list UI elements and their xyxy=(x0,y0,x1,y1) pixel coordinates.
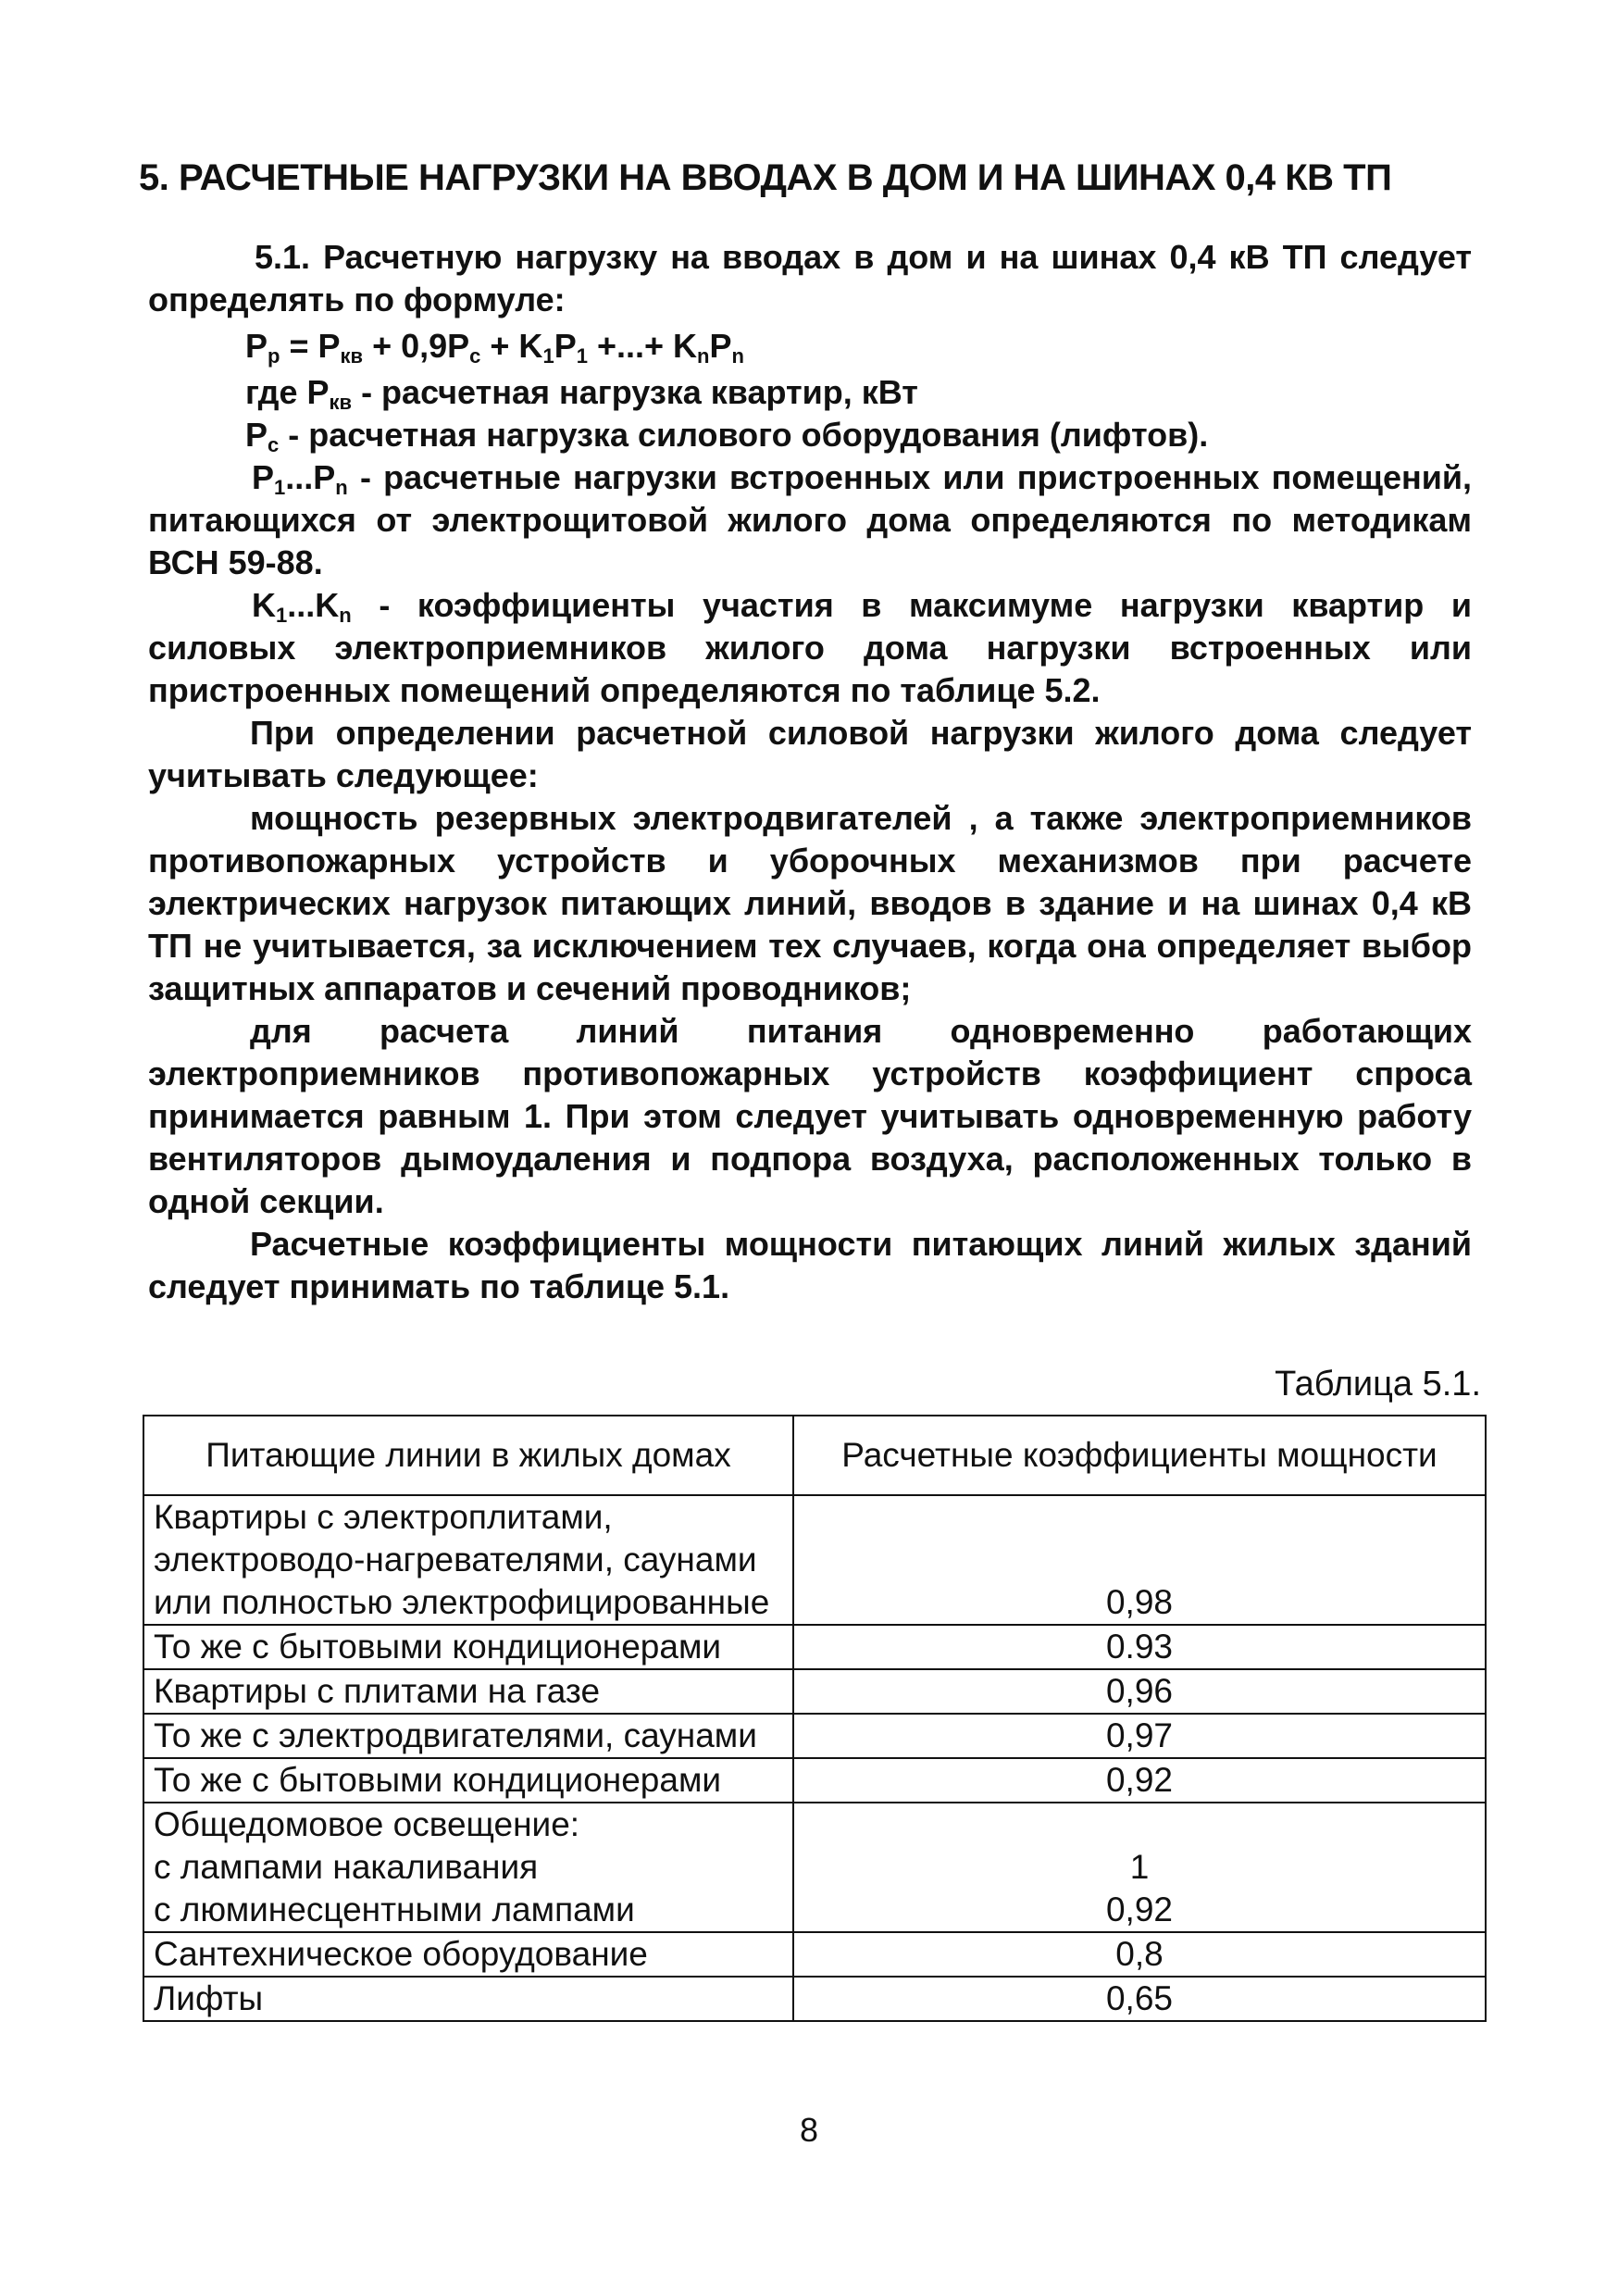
table-cell-name: То же с электродвигателями, саунами xyxy=(143,1714,793,1758)
body-text xyxy=(148,236,1472,1308)
table-cell-name: Квартиры с электроплитами, электроводо-нагревателями, саунами или полностью электрофицированные xyxy=(143,1495,793,1625)
table-row xyxy=(143,1669,1486,1714)
definition-p1-pn: $P_1...P_n$ - расчетные нагрузки встроенных или пристроенных помещений, питающихся от электрощитовой жилого дома определяются по методикам ВСН 59-88. xyxy=(148,458,1472,581)
table-cell-value: 1 0,92 xyxy=(793,1803,1486,1932)
table-cell-value: 0,65 xyxy=(793,1977,1486,2021)
table-cell-name: То же с бытовыми кондиционерами xyxy=(143,1758,793,1803)
definition-pc: $P_c$ - расчетная нагрузка силового оборудования (лифтов). xyxy=(245,416,1209,456)
table-cell-name: То же с бытовыми кондиционерами xyxy=(143,1625,793,1669)
definition-pkv: где $P_{кв}$ - расчетная нагрузка квартир, кВт xyxy=(245,373,918,414)
table-row xyxy=(143,1803,1486,1932)
formula: $P_p = P_{кв} + 0,9P_c + K_1P_1$ +...+ $K_nP_n$ xyxy=(245,327,744,368)
table-cell-value: 0.93 xyxy=(793,1625,1486,1669)
table-cell-name: Сантехническое оборудование xyxy=(143,1932,793,1977)
table-header-cell: Расчетные коэффициенты мощности xyxy=(793,1416,1486,1495)
table-cell-name: Лифты xyxy=(143,1977,793,2021)
table-cell-value: 0,92 xyxy=(793,1758,1486,1803)
coefficients-table xyxy=(143,1415,1487,2022)
table-cell-value: 0,96 xyxy=(793,1669,1486,1714)
table-cell-value: 0,8 xyxy=(793,1932,1486,1977)
paragraph-fire: для расчета линий питания одновременно работающих электроприемников противопожарных устройств коэффициент спроса принимается равным 1. При этом следует учитывать одновременную работу вентиляторов дымоудаления и подпора воздуха, расположенных только в одной секции. xyxy=(148,1012,1472,1220)
table-cell-name: Квартиры с плитами на газе xyxy=(143,1669,793,1714)
page-number: 8 xyxy=(799,2111,819,2149)
section-heading: 5. РАСЧЕТНЫЕ НАГРУЗКИ НА ВВОДАХ В ДОМ И НА ШИНАХ 0,4 КВ ТП xyxy=(139,157,1392,198)
table-row xyxy=(143,1714,1486,1758)
paragraph-note: При определении расчетной силовой нагрузки жилого дома следует учитывать следующее: xyxy=(148,714,1472,794)
table-row xyxy=(143,1977,1486,2021)
paragraph-coefficients: Расчетные коэффициенты мощности питающих линий жилых зданий следует принимать по таблице 5.1. xyxy=(148,1225,1472,1305)
table-row xyxy=(143,1625,1486,1669)
definition-k1-kn: $K_1...K_n$ - коэффициенты участия в максимуме нагрузки квартир и силовых электроприемников жилого дома нагрузки встроенных или пристроенных помещений определяются по таблице 5.2. xyxy=(148,586,1472,709)
table-cell-name: Общедомовое освещение: с лампами накаливания с люминесцентными лампами xyxy=(143,1803,793,1932)
paragraph-motors: мощность резервных электродвигателей , а также электроприемников противопожарных устройств и уборочных механизмов при расчете электрических нагрузок питающих линий, вводов в здание и на шинах 0,4 кВ ТП не учитывается, за исключением тех случаев, когда она определяет выбор защитных аппаратов и сечений проводников; xyxy=(148,799,1472,1007)
table-cell-value: 0,98 xyxy=(793,1495,1486,1625)
table-row xyxy=(143,1932,1486,1977)
paragraph-5-1: 5.1. Расчетную нагрузку на вводах в дом и на шинах 0,4 кВ ТП следует определять по формуле: xyxy=(148,238,1472,318)
table-cell-value: 0,97 xyxy=(793,1714,1486,1758)
table-header-row xyxy=(143,1416,1486,1495)
table-header-cell: Питающие линии в жилых домах xyxy=(143,1416,793,1495)
table-caption: Таблица 5.1. xyxy=(1275,1365,1481,1404)
table-row xyxy=(143,1495,1486,1625)
table-row xyxy=(143,1758,1486,1803)
